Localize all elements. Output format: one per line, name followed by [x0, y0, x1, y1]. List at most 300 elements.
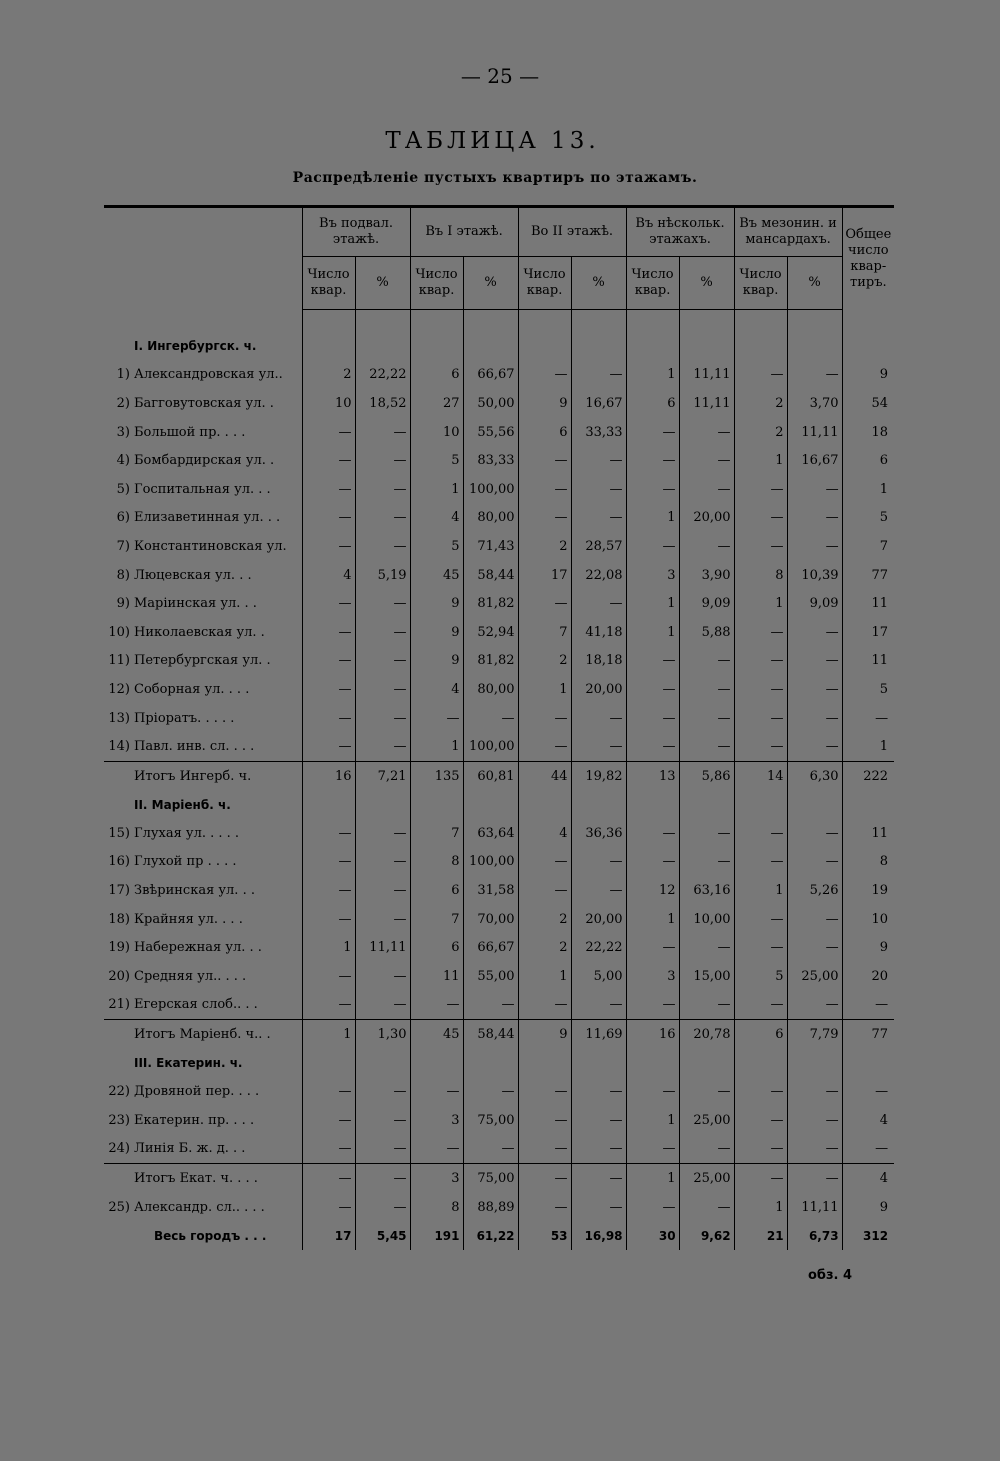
row-label	[104, 819, 302, 848]
total-cell: 11	[842, 819, 894, 848]
section-row	[104, 791, 894, 820]
row-name: Крайняя ул. . . .	[134, 911, 243, 927]
table-row	[104, 561, 894, 590]
percent-cell: —	[787, 905, 842, 934]
empty-cell	[355, 332, 410, 361]
empty-cell	[842, 791, 894, 820]
table-row	[104, 905, 894, 934]
total-cell: 9	[842, 361, 894, 390]
empty-cell	[626, 332, 679, 361]
count-cell: 6	[626, 389, 679, 418]
percent-cell: —	[787, 991, 842, 1020]
percent-cell: —	[355, 1077, 410, 1106]
count-cell: 8	[410, 848, 463, 877]
header-group-several-floors: Въ нѣскольк. этажахъ.	[626, 207, 734, 257]
total-cell: 222	[842, 761, 894, 790]
percent-cell: 5,00	[571, 962, 626, 991]
table-row	[104, 1106, 894, 1135]
count-cell: —	[302, 618, 355, 647]
percent-cell: 58,44	[463, 1020, 518, 1049]
count-cell: —	[518, 1164, 571, 1193]
header-percent: %	[355, 257, 410, 310]
table-row	[104, 618, 894, 647]
row-label	[104, 1020, 302, 1049]
count-cell: 9	[410, 589, 463, 618]
count-cell: —	[518, 504, 571, 533]
count-cell: —	[626, 732, 679, 761]
count-cell: 2	[518, 647, 571, 676]
percent-cell: 15,00	[679, 962, 734, 991]
row-label	[104, 933, 302, 962]
percent-cell: 55,00	[463, 962, 518, 991]
row-name: Егерская слоб.. . .	[134, 997, 258, 1013]
empty-cell	[842, 1049, 894, 1078]
row-name: Итогъ Ингерб. ч.	[134, 768, 252, 784]
count-cell: —	[626, 991, 679, 1020]
count-cell: —	[734, 475, 787, 504]
grand-total-row	[104, 1221, 894, 1250]
percent-cell: 9,09	[679, 589, 734, 618]
row-label	[104, 848, 302, 877]
percent-cell: 16,67	[787, 446, 842, 475]
row-label	[104, 1164, 302, 1193]
row-number: 17)	[108, 883, 130, 899]
table-row	[104, 389, 894, 418]
count-cell: —	[410, 1135, 463, 1164]
row-number: 9)	[116, 596, 130, 612]
count-cell: 16	[302, 761, 355, 790]
count-cell: —	[734, 1164, 787, 1193]
row-name: Пріоратъ. . . . .	[134, 710, 235, 726]
count-cell: —	[626, 446, 679, 475]
count-cell: —	[518, 1106, 571, 1135]
percent-cell: 10,00	[679, 905, 734, 934]
row-name: Глухая ул. . . . .	[134, 825, 240, 841]
count-cell: 1	[734, 876, 787, 905]
count-cell: 7	[518, 618, 571, 647]
percent-cell: 63,64	[463, 819, 518, 848]
count-cell: —	[302, 905, 355, 934]
table-row	[104, 589, 894, 618]
row-label	[104, 1193, 302, 1222]
data-table	[104, 205, 894, 1250]
header-group-basement: Въ подвал. этажѣ.	[302, 207, 410, 257]
count-cell: —	[734, 1077, 787, 1106]
total-cell: 11	[842, 647, 894, 676]
row-label	[104, 618, 302, 647]
percent-cell: —	[787, 361, 842, 390]
percent-cell: —	[355, 475, 410, 504]
percent-cell: —	[571, 1106, 626, 1135]
row-name: Госпитальная ул. . .	[134, 481, 271, 497]
percent-cell: 25,00	[679, 1164, 734, 1193]
table-row	[104, 1193, 894, 1222]
percent-cell: 1,30	[355, 1020, 410, 1049]
subtotal-row	[104, 1164, 894, 1193]
percent-cell: 11,11	[355, 933, 410, 962]
percent-cell: 25,00	[679, 1106, 734, 1135]
row-name: Люцевская ул. . .	[134, 567, 252, 583]
percent-cell: —	[787, 848, 842, 877]
section-row	[104, 332, 894, 361]
empty-cell	[463, 791, 518, 820]
count-cell: 135	[410, 761, 463, 790]
count-cell: 13	[626, 761, 679, 790]
percent-cell: —	[463, 1077, 518, 1106]
table-row	[104, 418, 894, 447]
count-cell: —	[734, 618, 787, 647]
count-cell: 5	[410, 446, 463, 475]
percent-cell: 100,00	[463, 732, 518, 761]
percent-cell: —	[787, 618, 842, 647]
percent-cell: 22,08	[571, 561, 626, 590]
percent-cell: —	[787, 732, 842, 761]
percent-cell: 31,58	[463, 876, 518, 905]
count-cell: —	[626, 675, 679, 704]
row-number: 10)	[108, 624, 130, 640]
row-name: Елизаветинная ул. . .	[134, 510, 281, 526]
empty-cell	[518, 791, 571, 820]
count-cell: 21	[734, 1221, 787, 1250]
row-number: 8)	[116, 567, 130, 583]
count-cell: —	[734, 647, 787, 676]
empty-cell	[302, 332, 355, 361]
percent-cell: 7,79	[787, 1020, 842, 1049]
percent-cell: 9,09	[787, 589, 842, 618]
table-row	[104, 962, 894, 991]
percent-cell: 100,00	[463, 475, 518, 504]
percent-cell: —	[787, 1077, 842, 1106]
count-cell: 7	[410, 819, 463, 848]
empty-cell	[734, 791, 787, 820]
percent-cell: —	[679, 704, 734, 733]
count-cell: 1	[626, 1106, 679, 1135]
row-number: 14)	[108, 739, 130, 755]
count-cell: —	[734, 732, 787, 761]
total-cell: —	[842, 991, 894, 1020]
row-label	[104, 761, 302, 790]
table-row	[104, 933, 894, 962]
count-cell: 1	[410, 732, 463, 761]
percent-cell: 58,44	[463, 561, 518, 590]
empty-cell	[410, 332, 463, 361]
total-cell: 18	[842, 418, 894, 447]
row-number: 21)	[108, 997, 130, 1013]
percent-cell: —	[787, 819, 842, 848]
count-cell: 4	[302, 561, 355, 590]
count-cell: —	[302, 475, 355, 504]
percent-cell: 3,70	[787, 389, 842, 418]
count-cell: 1	[734, 446, 787, 475]
percent-cell: —	[571, 732, 626, 761]
percent-cell: —	[355, 704, 410, 733]
percent-cell: —	[787, 1164, 842, 1193]
subtotal-row	[104, 761, 894, 790]
percent-cell: —	[571, 876, 626, 905]
percent-cell: —	[679, 675, 734, 704]
percent-cell: 11,11	[679, 361, 734, 390]
count-cell: 4	[410, 675, 463, 704]
header-group-floor-2: Во II этажѣ.	[518, 207, 626, 257]
row-name: Итогъ Маріенб. ч.. .	[134, 1027, 271, 1043]
count-cell: 2	[518, 933, 571, 962]
count-cell: 1	[626, 1164, 679, 1193]
table-header	[104, 207, 894, 310]
percent-cell: 75,00	[463, 1106, 518, 1135]
count-cell: —	[302, 1106, 355, 1135]
total-cell: 9	[842, 933, 894, 962]
row-number: 25)	[108, 1199, 130, 1215]
percent-cell: —	[571, 991, 626, 1020]
percent-cell: —	[679, 819, 734, 848]
percent-cell: —	[355, 905, 410, 934]
row-label	[104, 1106, 302, 1135]
percent-cell: —	[355, 1164, 410, 1193]
table-row	[104, 1077, 894, 1106]
row-name: Средняя ул.. . . .	[134, 968, 247, 984]
count-cell: 2	[734, 418, 787, 447]
percent-cell: —	[463, 704, 518, 733]
count-cell: 2	[734, 389, 787, 418]
percent-cell: 61,22	[463, 1221, 518, 1250]
percent-cell: 6,73	[787, 1221, 842, 1250]
count-cell: —	[302, 876, 355, 905]
percent-cell: 81,82	[463, 589, 518, 618]
count-cell: 2	[518, 532, 571, 561]
header-total: Общее число квар-тиръ.	[842, 207, 894, 310]
percent-cell: —	[571, 1077, 626, 1106]
row-name: Весь городъ . . .	[154, 1228, 267, 1243]
count-cell: 1	[518, 675, 571, 704]
total-cell: 7	[842, 532, 894, 561]
percent-cell: —	[571, 848, 626, 877]
total-cell: 19	[842, 876, 894, 905]
table-row	[104, 647, 894, 676]
percent-cell: 11,11	[787, 418, 842, 447]
percent-cell: 16,67	[571, 389, 626, 418]
count-cell: 2	[518, 905, 571, 934]
percent-cell: —	[679, 418, 734, 447]
total-cell: 10	[842, 905, 894, 934]
percent-cell: 22,22	[571, 933, 626, 962]
count-cell: 3	[626, 962, 679, 991]
empty-cell	[842, 332, 894, 361]
percent-cell: —	[679, 991, 734, 1020]
count-cell: —	[302, 1164, 355, 1193]
count-cell: —	[626, 1077, 679, 1106]
count-cell: —	[734, 991, 787, 1020]
percent-cell: 63,16	[679, 876, 734, 905]
header-blank	[104, 207, 302, 310]
count-cell: 9	[518, 389, 571, 418]
count-cell: —	[734, 933, 787, 962]
percent-cell: 20,00	[571, 905, 626, 934]
count-cell: —	[626, 848, 679, 877]
count-cell: —	[518, 589, 571, 618]
percent-cell: —	[355, 589, 410, 618]
row-label	[104, 675, 302, 704]
header-group-floor-1: Въ I этажѣ.	[410, 207, 518, 257]
count-cell: —	[626, 933, 679, 962]
row-name: Александр. сл.. . . .	[134, 1199, 265, 1215]
count-cell: —	[302, 1135, 355, 1164]
percent-cell: 5,88	[679, 618, 734, 647]
empty-cell	[571, 1049, 626, 1078]
total-cell: —	[842, 1135, 894, 1164]
total-cell: 5	[842, 675, 894, 704]
row-label	[104, 389, 302, 418]
empty-cell	[355, 791, 410, 820]
row-label	[104, 1049, 302, 1078]
row-number: 4)	[116, 453, 130, 469]
count-cell: —	[518, 1193, 571, 1222]
row-label	[104, 876, 302, 905]
table-row	[104, 991, 894, 1020]
table-row	[104, 732, 894, 761]
row-label	[104, 905, 302, 934]
count-cell: —	[734, 675, 787, 704]
count-cell: 1	[734, 1193, 787, 1222]
row-name: Петербургская ул. .	[134, 653, 271, 669]
percent-cell: —	[355, 418, 410, 447]
percent-cell: 20,00	[679, 504, 734, 533]
count-cell: —	[734, 1106, 787, 1135]
row-label	[104, 732, 302, 761]
percent-cell: 66,67	[463, 361, 518, 390]
count-cell: 7	[410, 905, 463, 934]
percent-cell: 41,18	[571, 618, 626, 647]
count-cell: —	[302, 446, 355, 475]
table-row	[104, 532, 894, 561]
count-cell: 53	[518, 1221, 571, 1250]
percent-cell: 22,22	[355, 361, 410, 390]
empty-cell	[571, 791, 626, 820]
table-row	[104, 361, 894, 390]
row-name: Николаевская ул. .	[134, 624, 265, 640]
total-cell: 54	[842, 389, 894, 418]
percent-cell: 52,94	[463, 618, 518, 647]
percent-cell: 18,52	[355, 389, 410, 418]
count-cell: —	[518, 1135, 571, 1164]
count-cell: —	[302, 819, 355, 848]
percent-cell: —	[463, 1135, 518, 1164]
count-cell: 3	[410, 1106, 463, 1135]
percent-cell: 100,00	[463, 848, 518, 877]
row-number: 5)	[116, 481, 130, 497]
percent-cell: 83,33	[463, 446, 518, 475]
percent-cell: 16,98	[571, 1221, 626, 1250]
count-cell: —	[626, 418, 679, 447]
count-cell: —	[626, 1135, 679, 1164]
table-row	[104, 1135, 894, 1164]
total-cell: 1	[842, 732, 894, 761]
count-cell: 8	[734, 561, 787, 590]
percent-cell: —	[571, 589, 626, 618]
row-name: Дровяной пер. . . .	[134, 1084, 260, 1100]
percent-cell: —	[787, 933, 842, 962]
row-name: Линія Б. ж. д. . .	[134, 1141, 246, 1157]
percent-cell: 60,81	[463, 761, 518, 790]
row-name: Бомбардирская ул. .	[134, 453, 275, 469]
count-cell: —	[302, 647, 355, 676]
count-cell: —	[734, 905, 787, 934]
count-cell: —	[302, 962, 355, 991]
row-name: Павл. инв. сл. . . .	[134, 739, 255, 755]
spacer-row	[104, 310, 894, 333]
percent-cell: 18,18	[571, 647, 626, 676]
count-cell: 1	[626, 504, 679, 533]
percent-cell: 28,57	[571, 532, 626, 561]
count-cell: —	[302, 1077, 355, 1106]
percent-cell: —	[679, 475, 734, 504]
empty-cell	[626, 1049, 679, 1078]
count-cell: 1	[626, 905, 679, 934]
percent-cell: 81,82	[463, 647, 518, 676]
row-label	[104, 561, 302, 590]
percent-cell: —	[571, 1164, 626, 1193]
row-name: Звѣринская ул. . .	[134, 883, 255, 899]
row-number: 22)	[108, 1084, 130, 1100]
row-number: 1)	[116, 367, 130, 383]
empty-cell	[410, 791, 463, 820]
row-label	[104, 1221, 302, 1250]
count-cell: 2	[302, 361, 355, 390]
count-cell: 1	[626, 618, 679, 647]
count-cell: 30	[626, 1221, 679, 1250]
percent-cell: —	[787, 647, 842, 676]
percent-cell: 71,43	[463, 532, 518, 561]
percent-cell: —	[355, 848, 410, 877]
count-cell: —	[734, 704, 787, 733]
percent-cell: —	[571, 1193, 626, 1222]
percent-cell: 66,67	[463, 933, 518, 962]
row-label	[104, 589, 302, 618]
row-name: III. Екатерин. ч.	[134, 1056, 243, 1071]
header-count: Число квар.	[734, 257, 787, 310]
table-row	[104, 819, 894, 848]
count-cell: 4	[410, 504, 463, 533]
table-row	[104, 446, 894, 475]
count-cell: 6	[410, 361, 463, 390]
table-body	[104, 310, 894, 1251]
count-cell: 16	[626, 1020, 679, 1049]
empty-cell	[679, 332, 734, 361]
percent-cell: 88,89	[463, 1193, 518, 1222]
count-cell: —	[734, 361, 787, 390]
count-cell: 9	[410, 647, 463, 676]
percent-cell: 36,36	[571, 819, 626, 848]
count-cell: —	[518, 848, 571, 877]
row-label	[104, 361, 302, 390]
count-cell: —	[518, 876, 571, 905]
table-row	[104, 675, 894, 704]
empty-cell	[734, 1049, 787, 1078]
count-cell: 3	[410, 1164, 463, 1193]
count-cell: 6	[410, 933, 463, 962]
percent-cell: —	[355, 876, 410, 905]
percent-cell: 19,82	[571, 761, 626, 790]
count-cell: —	[302, 532, 355, 561]
empty-cell	[518, 1049, 571, 1078]
percent-cell: —	[355, 647, 410, 676]
percent-cell: 5,19	[355, 561, 410, 590]
percent-cell: —	[571, 361, 626, 390]
count-cell: 4	[518, 819, 571, 848]
row-label	[104, 475, 302, 504]
total-cell: 4	[842, 1106, 894, 1135]
total-cell: —	[842, 704, 894, 733]
percent-cell: —	[355, 732, 410, 761]
